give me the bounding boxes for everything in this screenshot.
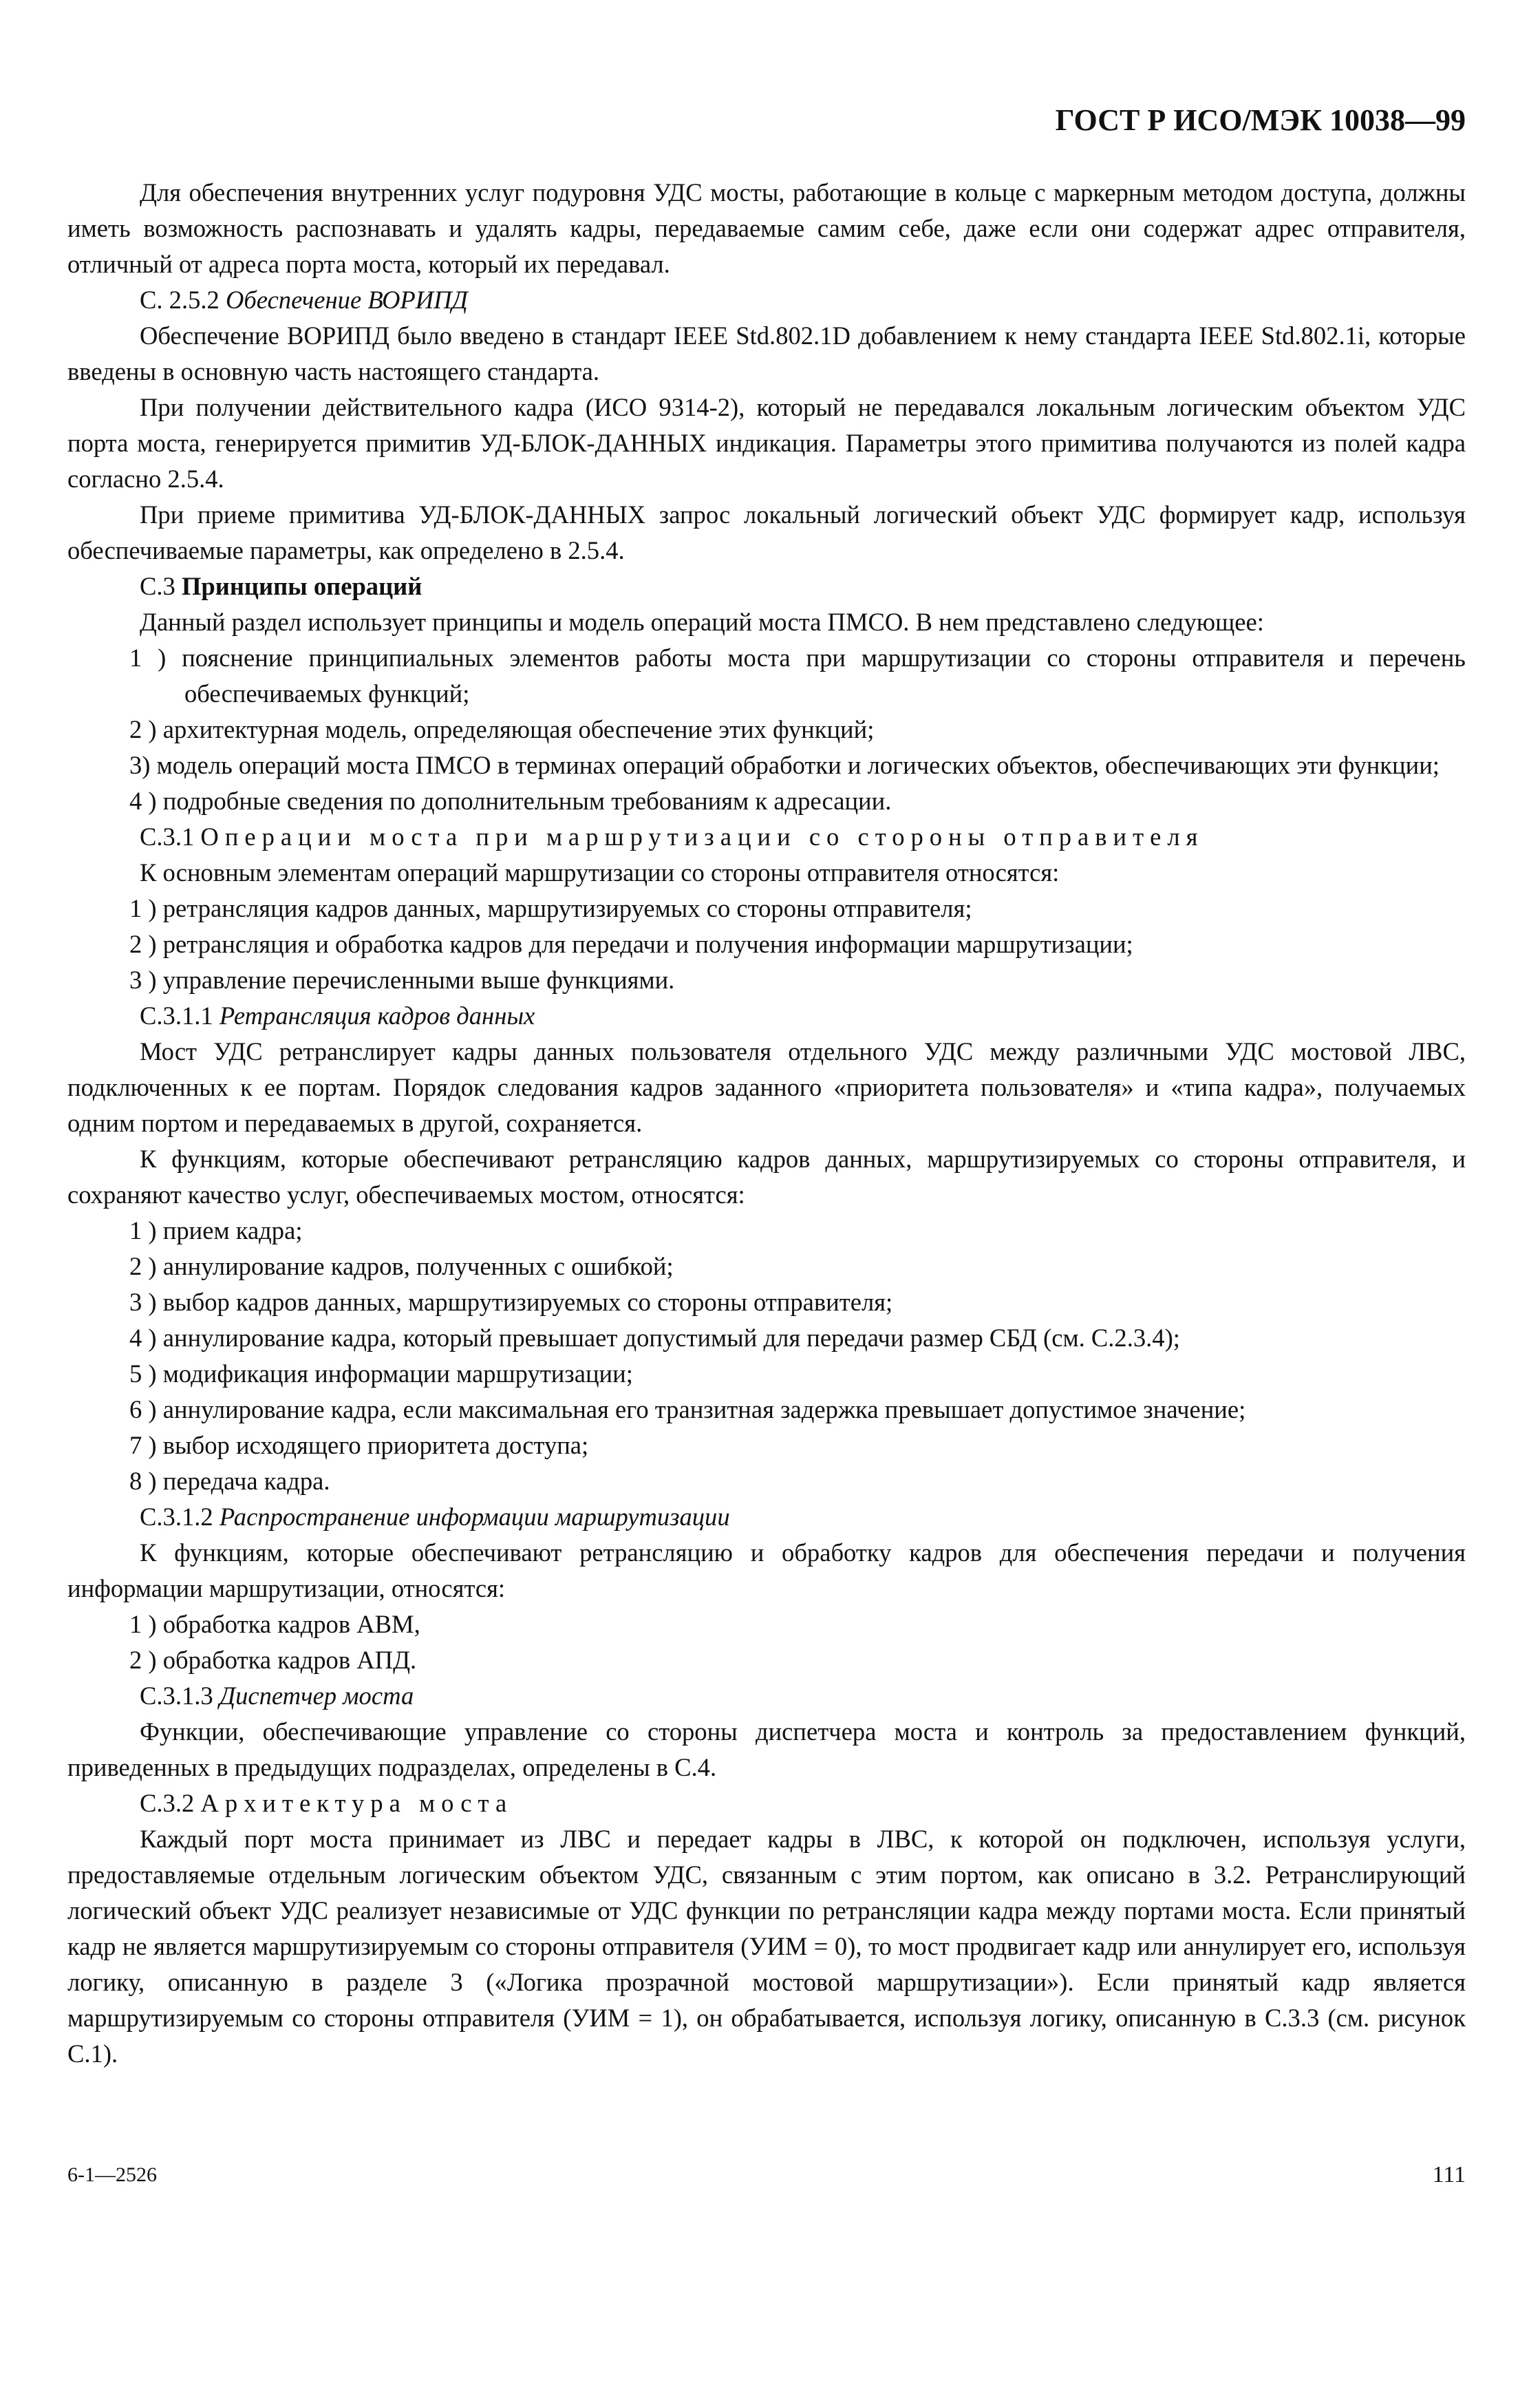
list-item xyxy=(67,1392,1466,1428)
heading-title: Архитектура моста xyxy=(200,1789,513,1817)
heading-title: Диспетчер моста xyxy=(219,1682,414,1710)
list-item-number: 2 ) xyxy=(129,715,163,743)
list-item xyxy=(67,1607,1466,1642)
list-item-text: аннулирование кадров, полученных с ошибкой; xyxy=(162,1252,674,1280)
paragraph: При получении действительного кадра (ИСО 9314-2), который не передавался локальным логическим объектом УДС порта моста, генерируется примитив УД-БЛОК-ДАННЫХ индикация. Параметры этого примитива получаются из полей кадра согласно 2.5.4. xyxy=(67,393,1466,493)
list-item-text: аннулирование кадра, который превышает допустимый для передачи размер СБД (см. С.2.3.4); xyxy=(162,1324,1180,1352)
heading-number: С.3.2 xyxy=(140,1789,201,1817)
standard-header: ГОСТ Р ИСО/МЭК 10038—99 xyxy=(1055,103,1466,137)
list-item-text: выбор исходящего приоритета доступа; xyxy=(162,1431,589,1459)
heading-number: С.3.1.3 xyxy=(140,1682,220,1710)
list-item-number: 4 ) xyxy=(129,787,163,815)
list-item xyxy=(67,891,1466,926)
list-item xyxy=(67,1249,1466,1284)
list-item-text: аннулирование кадра, если максимальная его транзитная задержка превышает допустимое значение; xyxy=(162,1395,1246,1423)
list-item-number: 3) xyxy=(129,751,157,779)
paragraph: Обеспечение ВОРИПД было введено в стандарт IEEE Std.802.1D добавлением к нему стандарта IEEE Std.802.1i, которые введены в основную часть настоящего стандарта. xyxy=(67,321,1466,385)
paragraph: Мост УДС ретранслирует кадры данных пользователя отдельного УДС между различными УДС мостовой ЛВС, подключенных к ее портам. Порядок следования кадров заданного «приоритета пользователя» и «типа кадра», получаемых одним портом и передаваемых в другой, сохраняется. xyxy=(67,1037,1466,1137)
list-item-text: пояснение принципиальных элементов работы моста при маршрутизации со стороны отправителя и перечень обеспечиваемых функций; xyxy=(182,644,1466,708)
heading-number: С.3.1.1 xyxy=(140,1001,220,1030)
list-item-number: 3 ) xyxy=(129,966,163,994)
heading-title: Ретрансляция кадров данных xyxy=(219,1001,535,1030)
list-item-number: 1 ) xyxy=(129,1610,163,1638)
list-item-text: обработка кадров АПД. xyxy=(162,1646,417,1674)
heading-number: С.3.1.2 xyxy=(140,1503,220,1531)
list-item-text: прием кадра; xyxy=(162,1216,303,1244)
list-item-number: 2 ) xyxy=(129,1252,163,1280)
heading-number: С.3.1 xyxy=(140,823,201,851)
list-item-number: 4 ) xyxy=(129,1324,163,1352)
list-item-number: 5 ) xyxy=(129,1359,163,1388)
list-item xyxy=(67,1356,1466,1392)
list-item xyxy=(67,926,1466,962)
list-item-text: архитектурная модель, определяющая обеспечение этих функций; xyxy=(162,715,875,743)
list-item-number: 6 ) xyxy=(129,1395,163,1423)
list-item xyxy=(67,712,1466,748)
paragraph: Данный раздел использует принципы и модель операций моста ПМСО. В нем представлено следующее: xyxy=(140,608,1264,636)
list-item-number: 3 ) xyxy=(129,1288,163,1316)
document-body xyxy=(67,175,1466,2072)
heading-title: Операции моста при маршрутизации со стороны отправителя xyxy=(200,823,1204,851)
heading-c32 xyxy=(67,1785,1466,1821)
paragraph: При приеме примитива УД-БЛОК-ДАННЫХ запрос локальный логический объект УДС формирует кадр, используя обеспечиваемые параметры, как определено в 2.5.4. xyxy=(67,500,1466,564)
list-item xyxy=(67,640,1466,712)
list-item-number: 1 ) xyxy=(129,894,163,922)
list-item-text: управление перечисленными выше функциями. xyxy=(162,966,675,994)
paragraph: К функциям, которые обеспечивают ретрансляцию и обработку кадров для обеспечения передачи и получения информации маршрутизации, относятся: xyxy=(67,1538,1466,1602)
heading-title: Принципы операций xyxy=(181,572,423,600)
paragraph: Функции, обеспечивающие управление со стороны диспетчера моста и контроль за предоставлением функций, приведенных в предыдущих подразделах, определены в С.4. xyxy=(67,1717,1466,1781)
heading-title: Обеспечение ВОРИПД xyxy=(226,286,468,314)
list-item xyxy=(67,962,1466,998)
list-item-text: ретрансляция кадров данных, маршрутизируемых со стороны отправителя; xyxy=(162,894,972,922)
paragraph: Каждый порт моста принимает из ЛВС и передает кадры в ЛВС, к которой он подключен, используя услуги, предоставляемые отдельным логическим объектом УДС, связанным с этим портом, как описано в 3.2. Ретранслирующий логический объект УДС реализует независимые от УДС функции по ретрансляции кадра между портами моста. Если принятый кадр не является маршрутизируемым со стороны отправителя (УИМ = 0), то мост продвигает кадр или аннулирует его, используя логику, описанную в разделе 3 («Логика прозрачной мостовой маршрутизации»). Если принятый кадр является маршрутизируемым со стороны отправителя (УИМ = 1), он обрабатывается, используя логику, описанную в С.3.3 (см. рисунок С.1). xyxy=(67,1825,1466,2068)
heading-c312 xyxy=(67,1499,1466,1535)
list-item-text: обработка кадров АВМ, xyxy=(162,1610,420,1638)
heading-c31 xyxy=(67,819,1466,855)
list-item-text: ретрансляция и обработка кадров для передачи и получения информации маршрутизации; xyxy=(162,930,1133,958)
heading-c311 xyxy=(67,998,1466,1034)
list-item-number: 2 ) xyxy=(129,1646,163,1674)
list-item xyxy=(67,1320,1466,1356)
list-item-text: модель операций моста ПМСО в терминах операций обработки и логических объектов, обеспечивающих эти функции; xyxy=(156,751,1440,779)
list-item-number: 7 ) xyxy=(129,1431,163,1459)
print-code: 6-1—2526 xyxy=(67,2163,157,2186)
paragraph: К основным элементам операций маршрутизации со стороны отправителя относятся: xyxy=(140,858,1060,887)
list-item xyxy=(67,748,1466,783)
list-item-text: выбор кадров данных, маршрутизируемых со стороны отправителя; xyxy=(162,1288,893,1316)
list-item-text: передача кадра. xyxy=(162,1467,330,1495)
paragraph: К функциям, которые обеспечивают ретрансляцию кадров данных, маршрутизируемых со стороны отправителя, и сохраняют качество услуг, обеспечиваемых мостом, относятся: xyxy=(67,1145,1466,1209)
list-item-text: подробные сведения по дополнительным требованиям к адресации. xyxy=(162,787,892,815)
list-item-number: 1 ) xyxy=(129,644,182,672)
heading-c313 xyxy=(67,1678,1466,1714)
list-item xyxy=(67,1428,1466,1463)
list-item-number: 2 ) xyxy=(129,930,163,958)
list-item xyxy=(67,783,1466,819)
heading-number: С. 2.5.2 xyxy=(140,286,226,314)
heading-title: Распространение информации маршрутизации xyxy=(219,1503,730,1531)
list-item xyxy=(67,1213,1466,1249)
list-item-number: 1 ) xyxy=(129,1216,163,1244)
intro-paragraph: Для обеспечения внутренних услуг подуровня УДС мосты, работающие в кольце с маркерным методом доступа, должны иметь возможность распознавать и удалять кадры, передаваемые самим себе, даже если они содержат адрес отправителя, отличный от адреса порта моста, который их передавал. xyxy=(67,178,1466,278)
heading-number: С.3 xyxy=(140,572,182,600)
page-number: 111 xyxy=(1432,2162,1466,2187)
list-item-number: 8 ) xyxy=(129,1467,163,1495)
list-item xyxy=(67,1642,1466,1678)
heading-c3 xyxy=(67,569,1466,604)
list-item xyxy=(67,1463,1466,1499)
heading-c252 xyxy=(67,282,1466,318)
list-item xyxy=(67,1284,1466,1320)
list-item-text: модификация информации маршрутизации; xyxy=(162,1359,633,1388)
